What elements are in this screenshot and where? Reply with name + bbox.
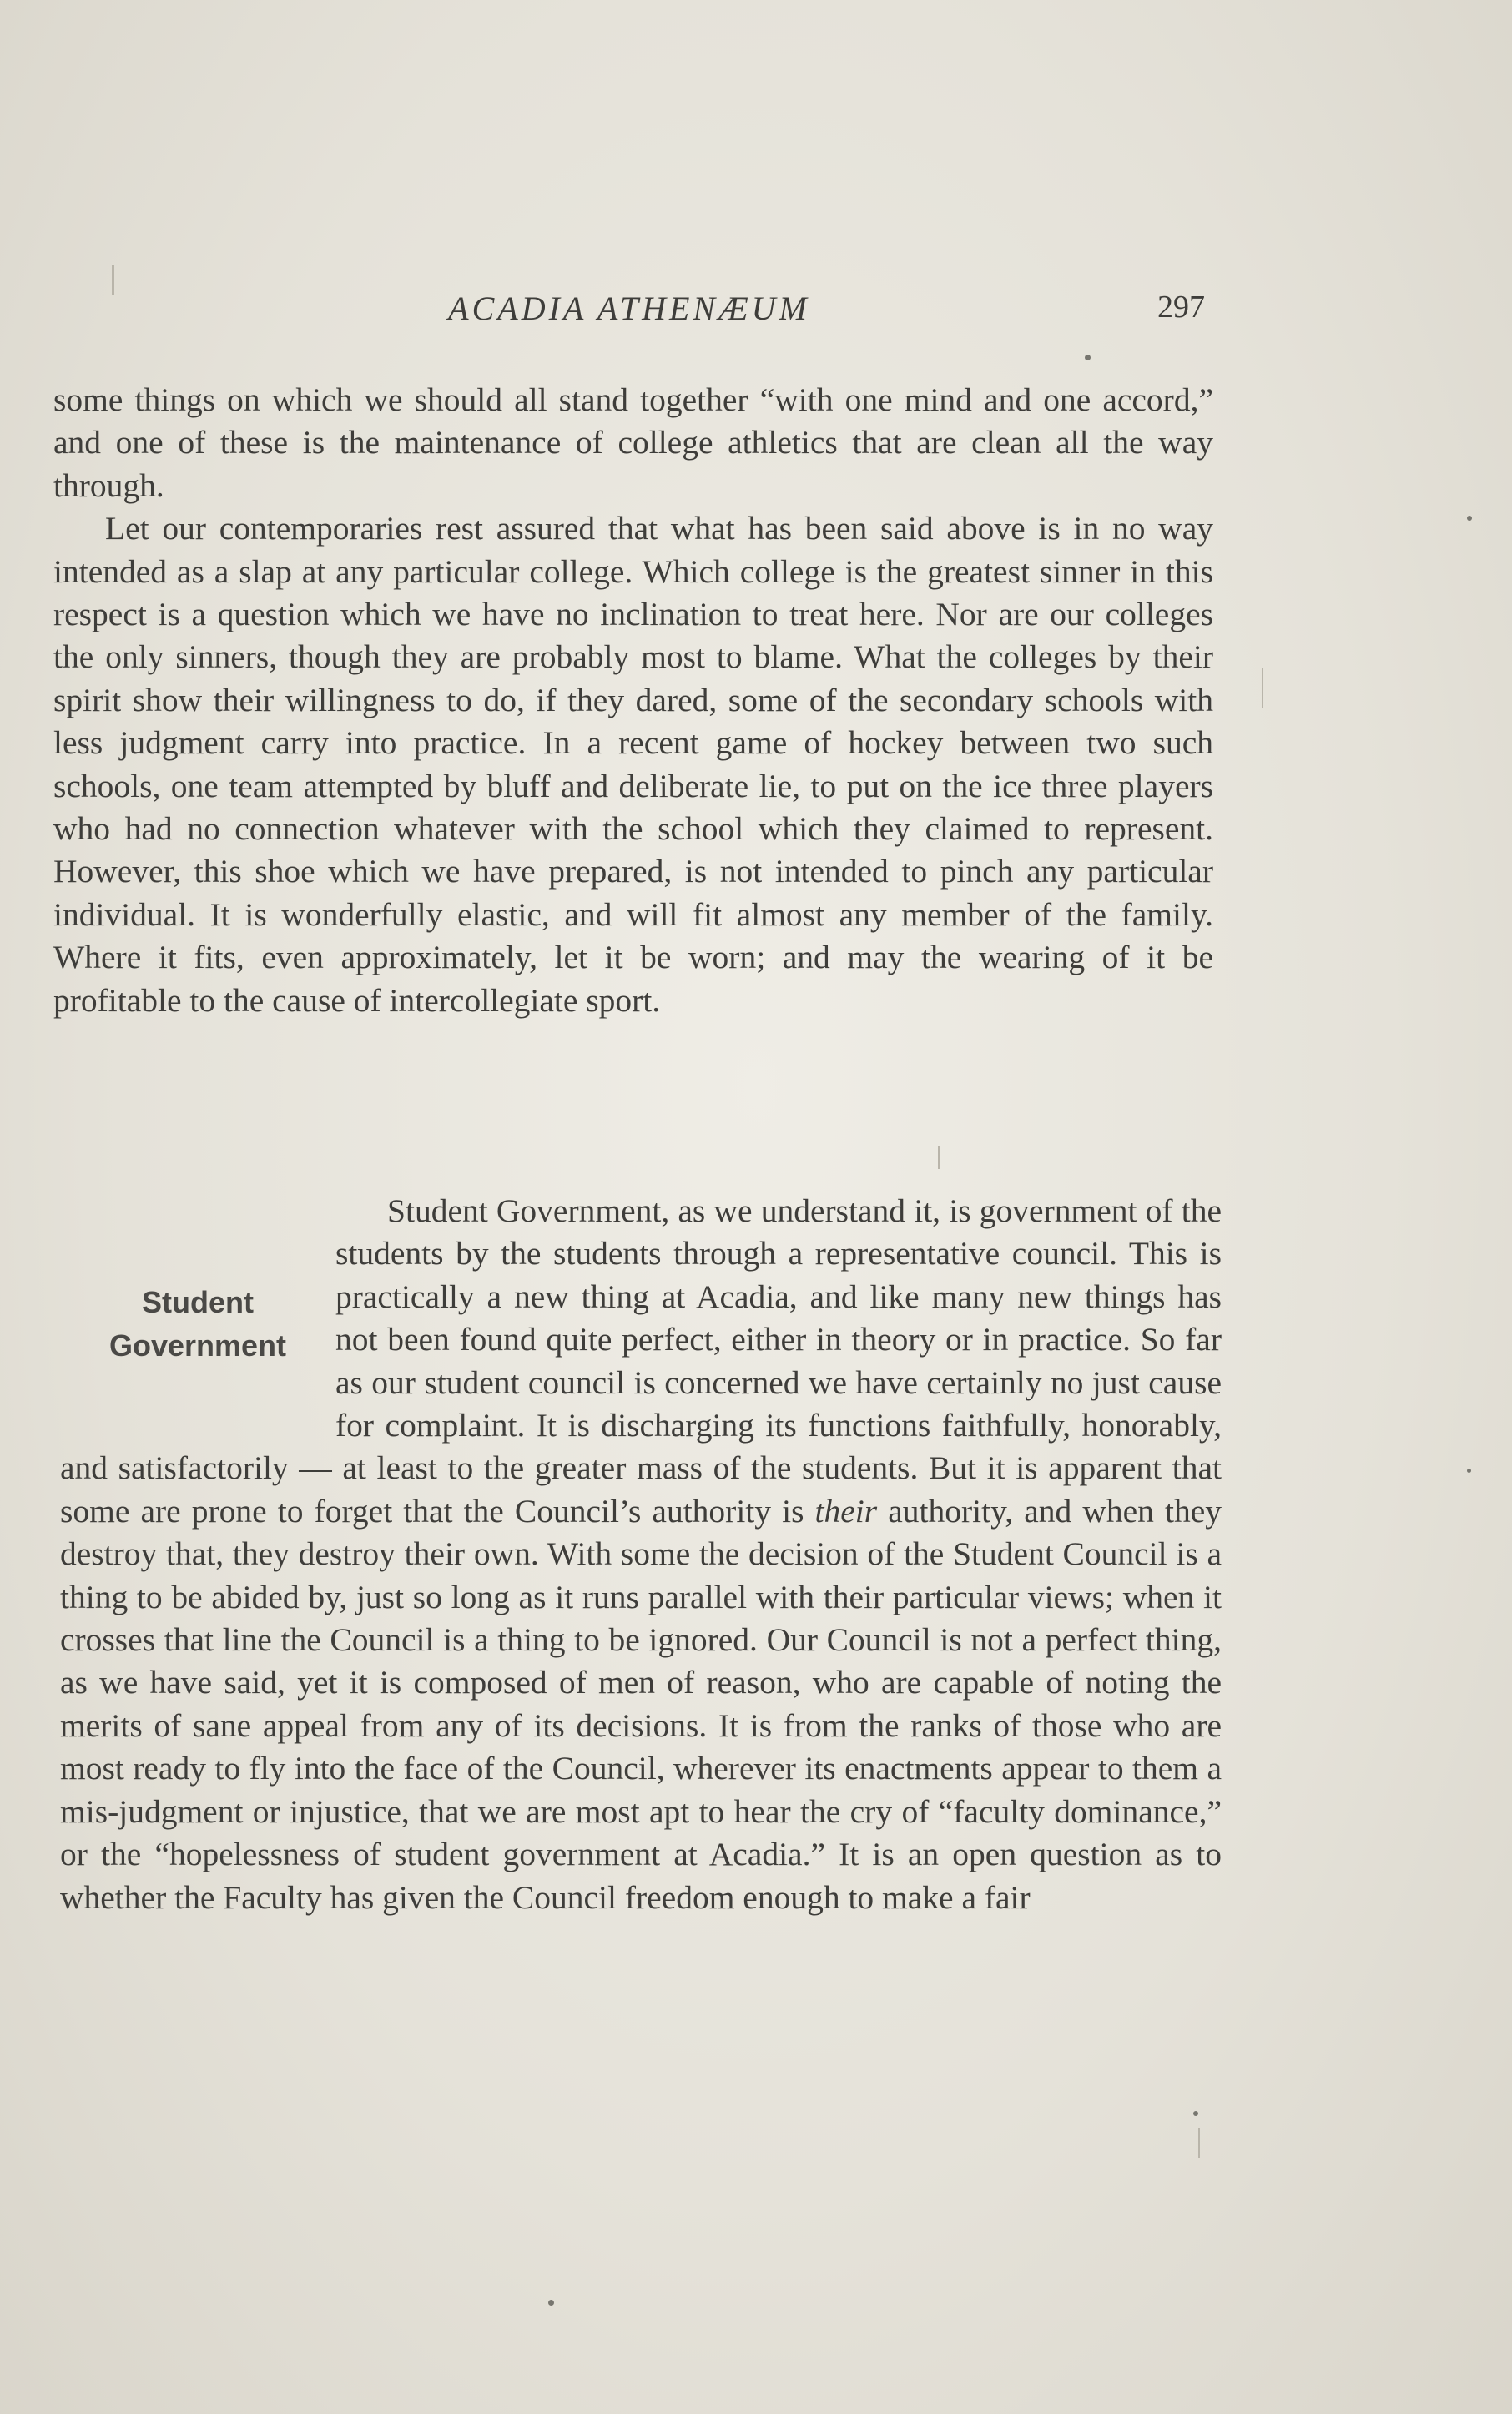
sidenote-line-1: Student — [142, 1285, 254, 1319]
running-title: ACADIA ATHENÆUM — [448, 290, 810, 327]
scan-speck — [1467, 1469, 1471, 1473]
scan-speck — [1193, 2111, 1198, 2116]
paragraph-contemporaries: Let our contemporaries rest assured that what has been said above is in no way intended as a slap at any particular college. Which college is the greatest sinner in this respect is a question which we have no inclination to treat here. Nor are our colleges the only sinners, though they are probably most to blame. What the colleges by their spirit show their willingness to do, if they dared, some of the secondary schools with less judgment carry into practice. In a recent game of hockey between two such schools, one team attempted by bluff and deliberate lie, to put on the ice three players who had no connection whatever with the school which they claimed to represent. However, this shoe which we have prepared, is not intended to pinch any particular individual. It is wonderfully elastic, and will fit almost any member of the family. Where it fits, even approximately, let it be worn; and may the wearing of it be profitable to the cause of intercollegiate sport. — [53, 510, 1213, 1019]
scan-speck — [1467, 516, 1472, 521]
sidenote-line-2: Government — [108, 1328, 287, 1363]
paragraph-text-opening: Student Government, as we understand it, is government of the students by the students through a representative council. This is practically a new thing at Acadia, and like many new things has not been found quite perfect, either in theory or in practice. So far as our student council is concerned we have certainly no just cause for complaint. It is discharging its functions faithfully, honorably, and satisfactorily — at least to the greater mass of the students. But it is apparent that some are prone to forget that the Council’s authority is — [60, 1192, 1222, 1530]
paragraph-continuation: some things on which we should all stand together “with one mind and one accord,” and one of these is the maintenance of college athletics that are clean all the way through. — [53, 381, 1213, 504]
scan-mark — [112, 265, 114, 295]
running-head — [53, 289, 1205, 330]
editorial-section-athletics — [53, 379, 1213, 1022]
editorial-section-student-government — [60, 1190, 1222, 1919]
scan-mark — [1262, 668, 1263, 708]
emphasis-their: their — [814, 1492, 878, 1530]
sidenote-heading — [60, 1232, 335, 1446]
scan-speck — [1085, 355, 1091, 360]
scan-mark — [938, 1146, 940, 1169]
scan-mark — [1198, 2128, 1200, 2158]
page-number: 297 — [1157, 290, 1205, 325]
scan-speck — [548, 2300, 554, 2306]
paragraph-text-closing: authority, and when they destroy that, they destroy their own. With some the decision of the Student Council is a thing to be abided by, just so long as it runs parallel with their particular views; when it crosses that line the Council is a thing to be ignored. Our Council is not a perfect thing, as we have said, yet it is composed of men of reason, who are capable of noting the merits of sane appeal from any of its decisions. It is from the ranks of those who are most ready to fly into the face of the Council, wherever its enactments appear to them a mis-judgment or injustice, that we are most apt to hear the cry of “faculty dominance,” or the “hopelessness of student government at Acadia.” It is an open question as to whether the Faculty has given the Council freedom enough to make a fair — [60, 1492, 1222, 1916]
